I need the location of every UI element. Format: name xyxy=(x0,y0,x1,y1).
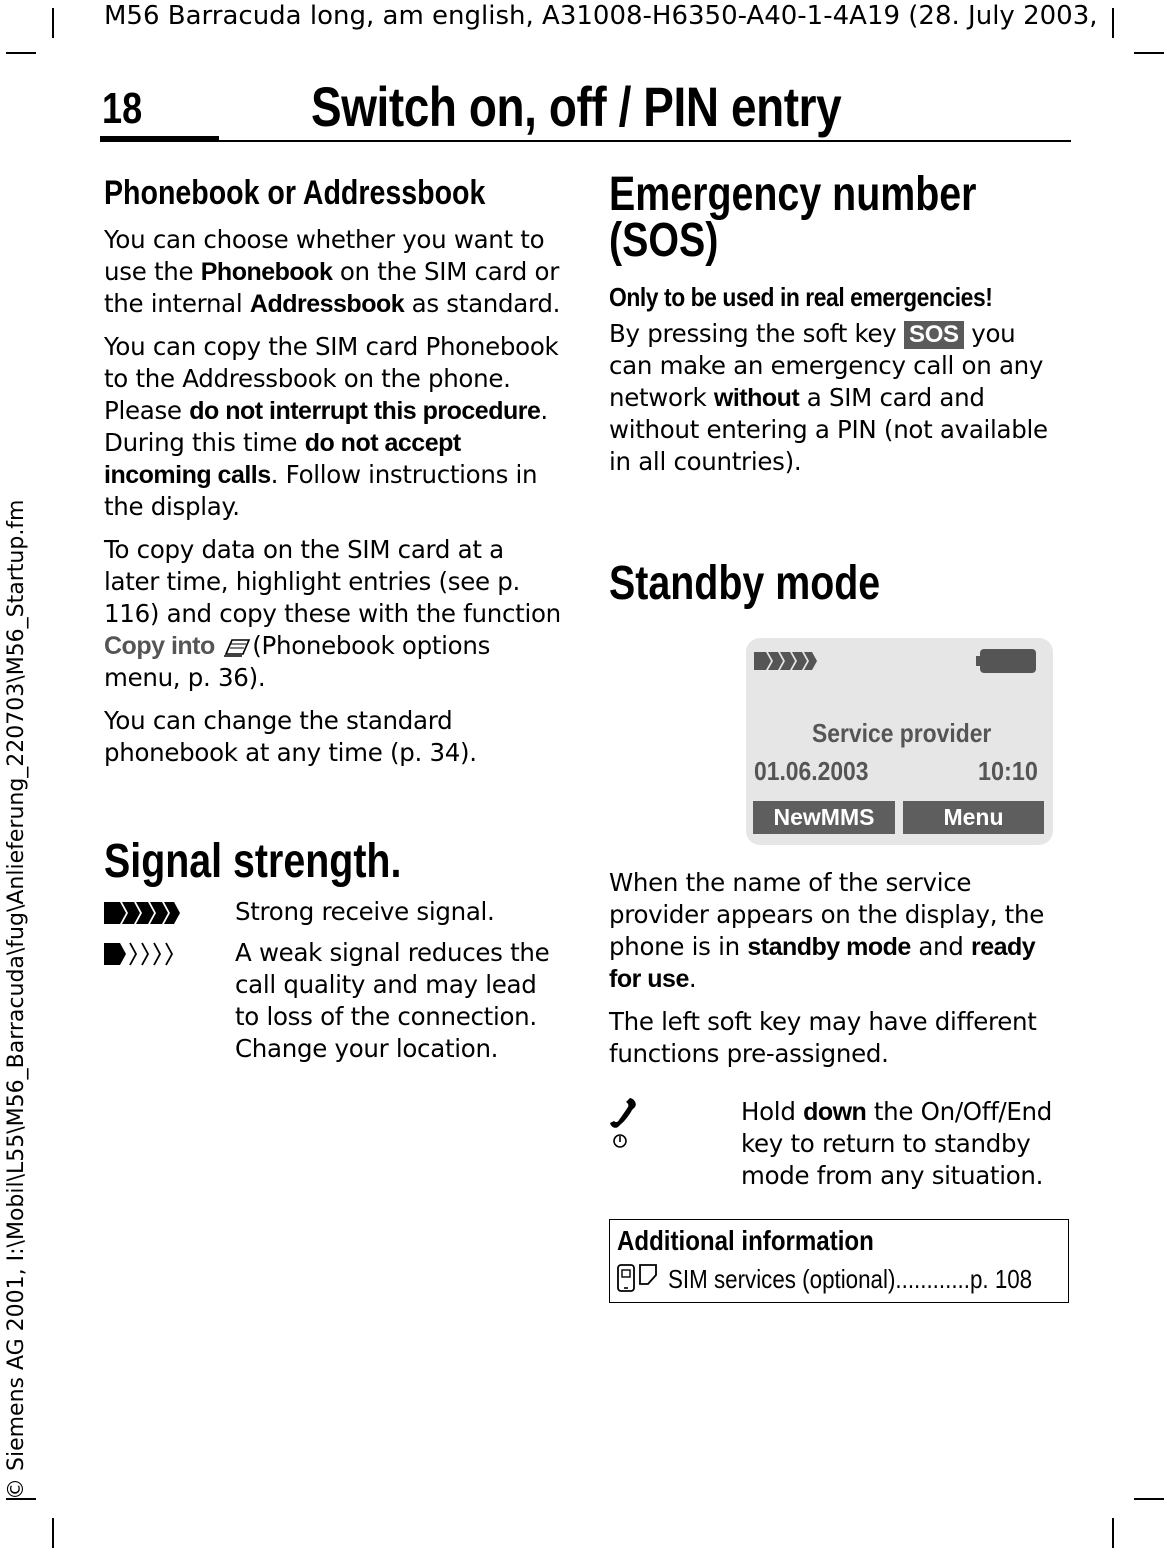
paragraph xyxy=(609,318,1064,478)
text: a SIM card and without entering a PIN (not available in all countries). xyxy=(609,383,1048,476)
text: and xyxy=(910,932,971,961)
page-reference: p. 108 xyxy=(969,1264,1033,1294)
page-title: Switch on, off / PIN entry xyxy=(311,75,842,138)
text: . During this time xyxy=(104,396,548,457)
additional-information-box xyxy=(609,1219,1069,1303)
text: You can copy the SIM card Phonebook to the Addressbook on the phone. Please xyxy=(104,332,559,425)
signal-strong-text: Strong receive signal. xyxy=(235,897,495,926)
text: You can choose whether you want to use the xyxy=(104,225,545,286)
keyword: Phonebook xyxy=(200,258,333,286)
keyword: down xyxy=(803,1098,867,1126)
signal-weak-text: A weak signal reduces the call quality and may lead to loss of the connection. Change your location. xyxy=(235,938,550,1063)
text: you can make an emergency call on any network xyxy=(609,319,1044,412)
softkey-right-menu[interactable]: Menu xyxy=(903,801,1044,834)
text: . xyxy=(688,964,697,993)
text: the On/Off/End key to return to standby mode from any situation. xyxy=(741,1097,1053,1190)
signal-strong-icon xyxy=(754,650,818,672)
crop-mark xyxy=(6,52,36,54)
text: Hold xyxy=(741,1097,804,1126)
crop-mark xyxy=(1134,1498,1164,1500)
phone-display xyxy=(746,638,1053,845)
menu-function: Copy into xyxy=(104,632,215,660)
signal-strong-icon xyxy=(104,900,182,926)
paragraph xyxy=(104,331,562,523)
display-time: 10:10 xyxy=(978,756,1038,786)
paragraph xyxy=(609,867,1064,995)
hold-down-text xyxy=(741,1096,1066,1192)
end-key-icon xyxy=(608,1096,644,1152)
keyword: do not accept incoming calls xyxy=(104,429,461,489)
paragraph xyxy=(104,534,562,694)
display-date: 01.06.2003 xyxy=(754,756,869,786)
section-heading-standby: Standby mode xyxy=(609,557,881,610)
running-head: M56 Barracuda long, am english, A31008-H6350-A40-1-4A19 (28. July 2003, xyxy=(104,1,1098,31)
sim-services-link[interactable] xyxy=(668,1264,1032,1295)
keyword: standby mode xyxy=(747,933,911,961)
sim-services-icon xyxy=(616,1262,658,1294)
standby-text xyxy=(609,867,1064,1081)
crop-mark xyxy=(1112,8,1114,38)
paragraph xyxy=(104,224,562,320)
phonebook-text xyxy=(104,224,562,780)
section-heading-signal: Signal strength. xyxy=(104,835,402,888)
paragraph: You can change the standard phonebook at any time (p. 34). xyxy=(104,706,477,767)
reference-label: SIM services (optional) xyxy=(668,1264,896,1294)
paragraph: The left soft key may have different functions pre-assigned. xyxy=(609,1007,1037,1068)
service-provider-label: Service provider xyxy=(812,718,992,748)
text: When the name of the service provider appears on the display, the phone is in xyxy=(609,868,1044,961)
page-number: 18 xyxy=(102,84,143,133)
signal-weak-icon xyxy=(104,941,182,967)
crop-mark xyxy=(1134,52,1164,54)
section-heading-emergency: Emergency number (SOS) xyxy=(609,168,977,267)
header-rule xyxy=(219,140,1071,142)
text: By pressing the soft key xyxy=(609,319,904,348)
keyword: Addressbook xyxy=(249,290,405,318)
side-file-path: © Siemens AG 2001, I:\Mobil\L55\M56_Barracuda\fug\Anlieferung_220703\M56_Startup.fm xyxy=(4,499,29,1500)
leader-dots: ............ xyxy=(895,1264,970,1294)
crop-mark xyxy=(52,1518,54,1548)
text: (Phonebook options menu, p. 36). xyxy=(104,631,491,692)
additional-information-heading: Additional information xyxy=(617,1225,874,1256)
emergency-warning: Only to be used in real emergencies! xyxy=(609,282,993,312)
keyword: without xyxy=(713,384,800,412)
section-heading-phonebook: Phonebook or Addressbook xyxy=(104,174,486,212)
crop-mark xyxy=(1112,1518,1114,1548)
keyword: do not interrupt this procedure xyxy=(189,397,541,425)
crop-mark xyxy=(52,8,54,38)
page-number-rule xyxy=(100,136,219,142)
battery-icon xyxy=(976,648,1038,674)
text: . Follow instructions in the display. xyxy=(104,460,538,521)
softkey-left-newmms[interactable]: NewMMS xyxy=(753,801,895,834)
emergency-text xyxy=(609,318,1064,489)
text: as standard. xyxy=(404,289,561,318)
text: To copy data on the SIM card at a later time, highlight entries (see p. 116) and copy these with the function xyxy=(104,535,561,628)
sos-softkey: SOS xyxy=(904,321,964,349)
notepad-icon xyxy=(222,634,252,658)
text: on the SIM card or the internal xyxy=(104,257,559,318)
keyword: ready for use xyxy=(609,933,1036,993)
